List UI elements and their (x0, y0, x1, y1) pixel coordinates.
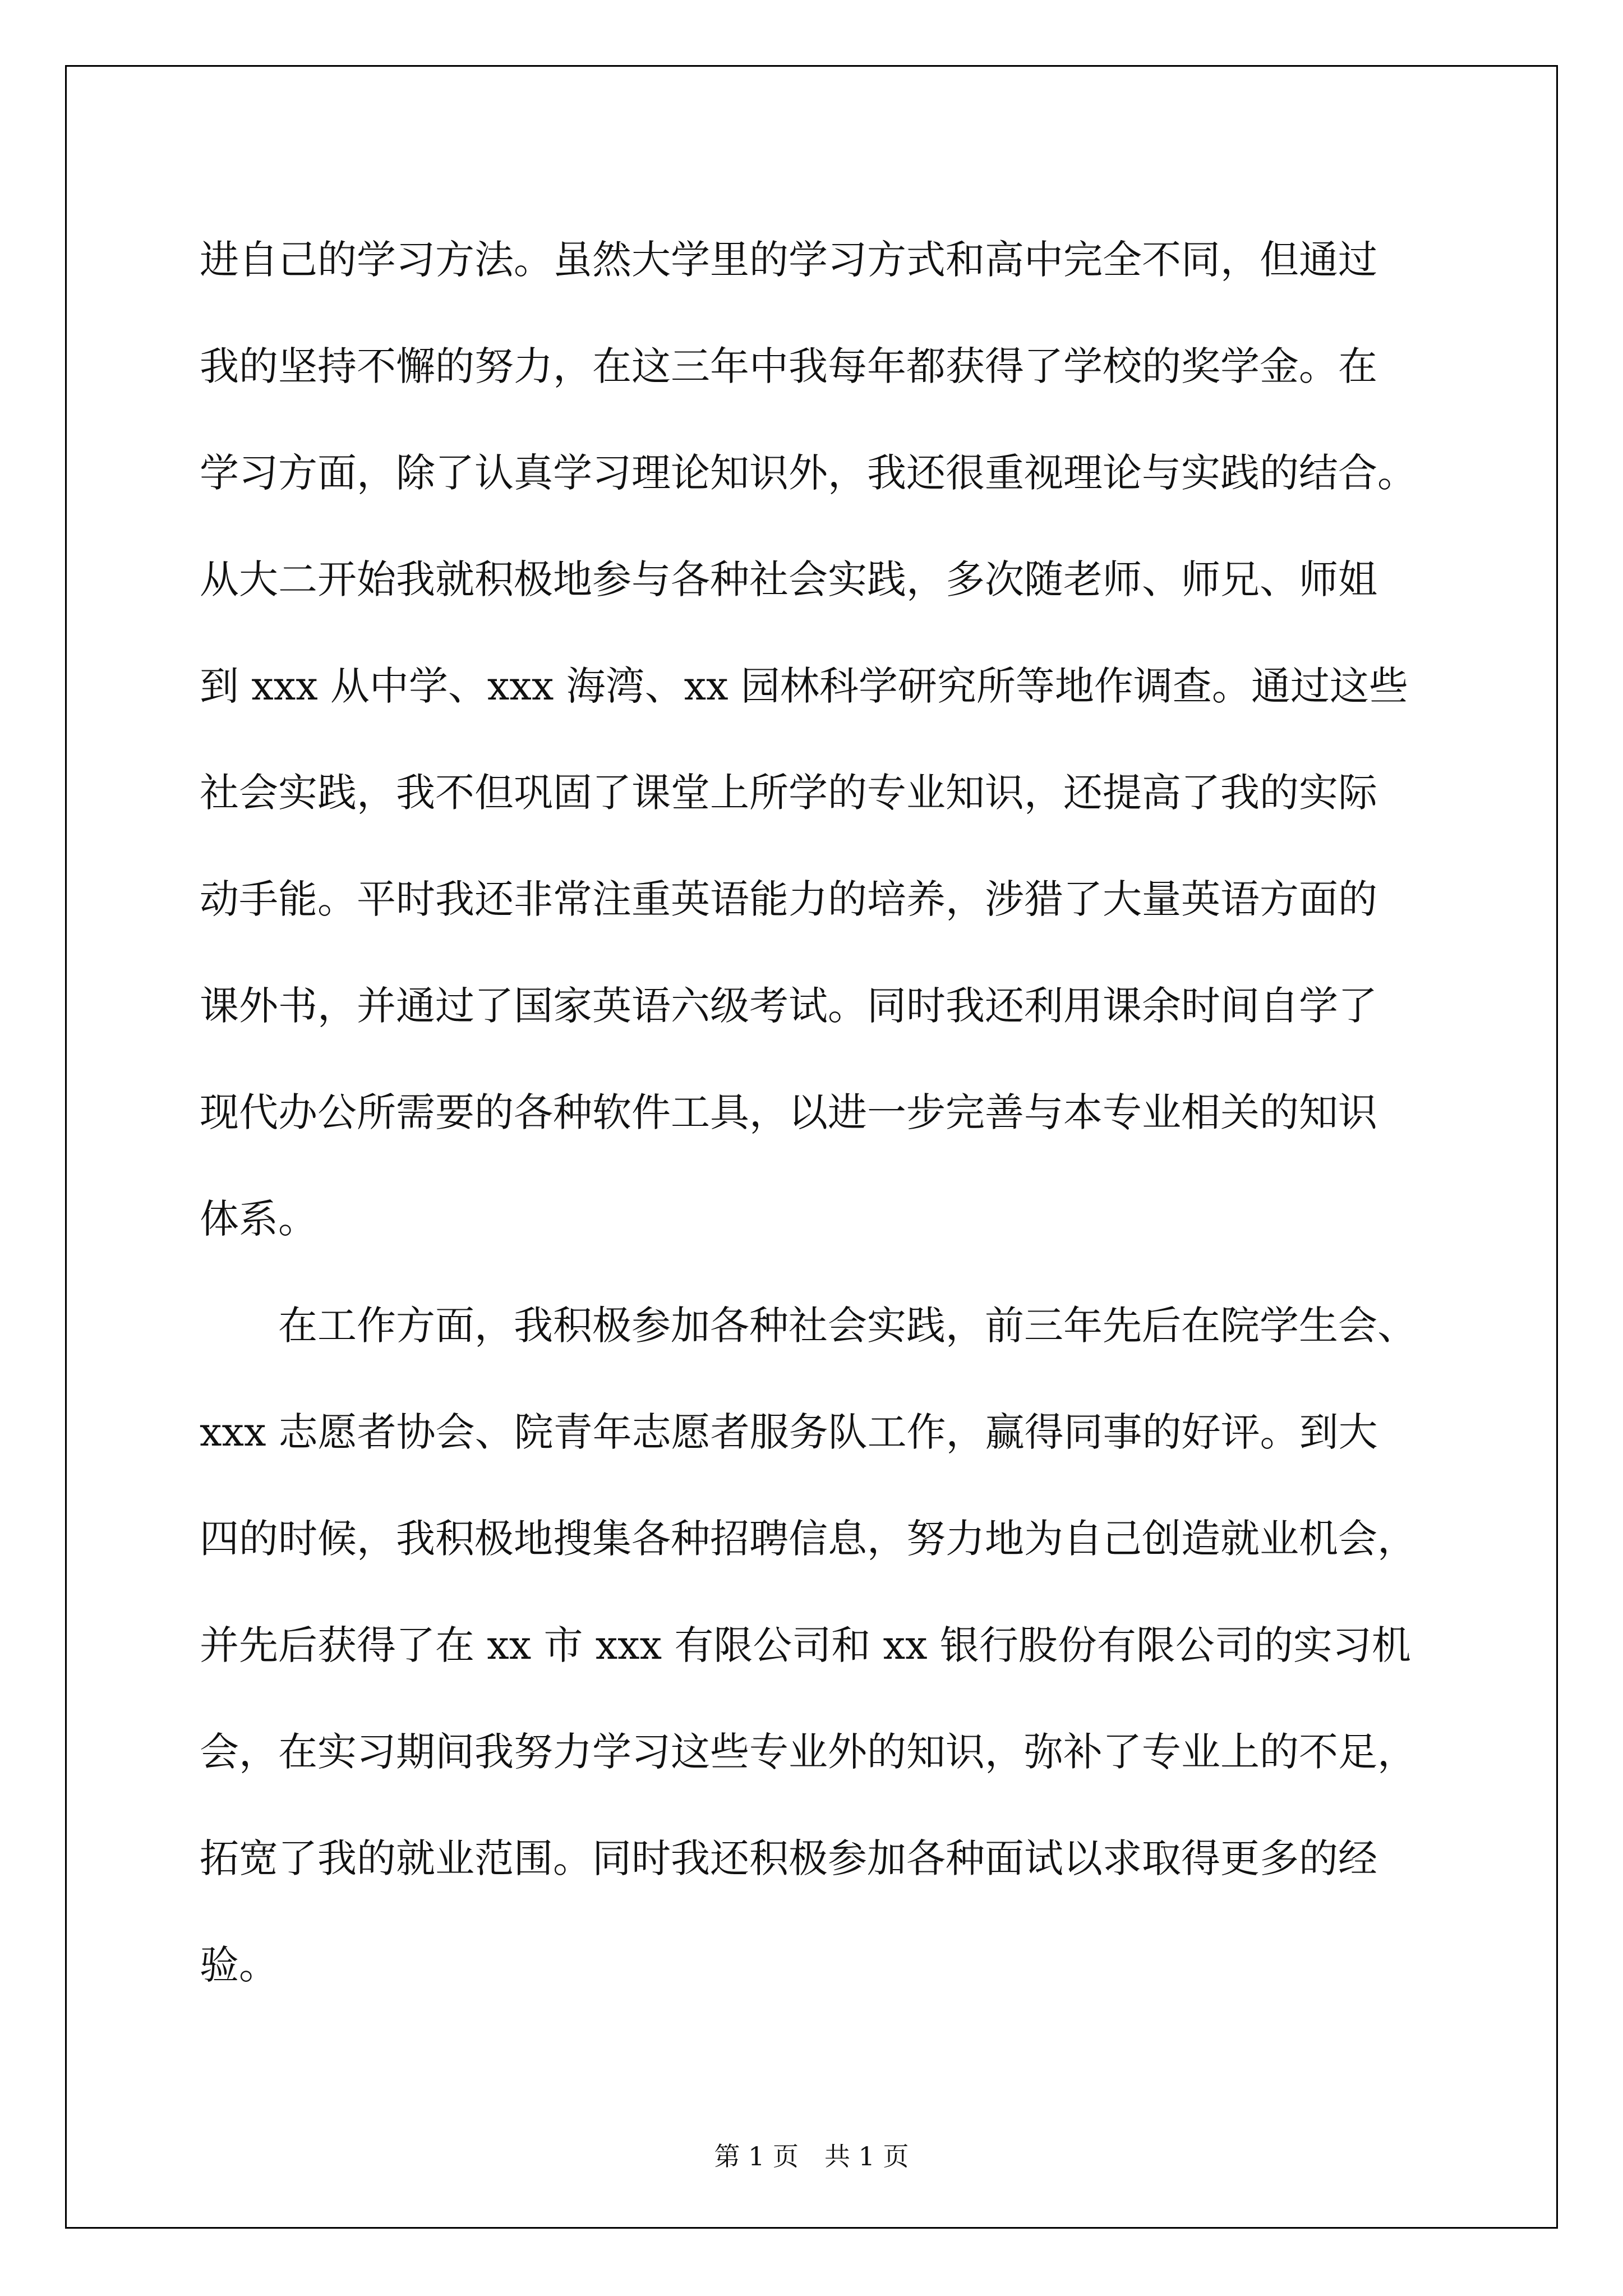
text-line: 并先后获得了在 xx 市 xxx 有限公司和 xx 银行股份有限公司的实习机 (200, 1622, 1411, 1668)
text-line: 进自己的学习方法。虽然大学里的学习方式和高中完全不同，但通过 (200, 237, 1377, 283)
text-line: 四的时候，我积极地搜集各种招聘信息，努力地为自己创造就业机会， (200, 1516, 1417, 1562)
text-line: 社会实践，我不但巩固了课堂上所学的专业知识，还提高了我的实际 (200, 770, 1377, 816)
text-line: xxx 志愿者协会、院青年志愿者服务队工作，赢得同事的好评。到大 (200, 1409, 1378, 1455)
text-line: 到 xxx 从中学、xxx 海湾、xx 园林科学研究所等地作调查。通过这些 (200, 663, 1408, 709)
text-line: 课外书，并通过了国家英语六级考试。同时我还利用课余时间自学了 (200, 983, 1377, 1029)
text-line: 体系。 (200, 1196, 317, 1242)
page-number-footer: 第 1 页 共 1 页 (714, 2141, 909, 2171)
text-line: 现代办公所需要的各种软件工具，以进一步完善与本专业相关的知识 (200, 1089, 1377, 1135)
text-line: 拓宽了我的就业范围。同时我还积极参加各种面试以求取得更多的经 (200, 1835, 1377, 1881)
document-body (200, 206, 1433, 2018)
text-line: 会，在实习期间我努力学习这些专业外的知识，弥补了专业上的不足， (200, 1729, 1417, 1775)
text-line: 动手能。平时我还非常注重英语能力的培养，涉猎了大量英语方面的 (200, 876, 1377, 922)
text-line: 学习方面，除了认真学习理论知识外，我还很重视理论与实践的结合。 (200, 450, 1417, 496)
text-line: 在工作方面，我积极参加各种社会实践，前三年先后在院学生会、 (278, 1303, 1417, 1349)
text-line: 我的坚持不懈的努力，在这三年中我每年都获得了学校的奖学金。在 (200, 343, 1377, 389)
text-line: 验。 (200, 1942, 278, 1988)
text-line: 从大二开始我就积极地参与各种社会实践，多次随老师、师兄、师姐 (200, 556, 1377, 602)
